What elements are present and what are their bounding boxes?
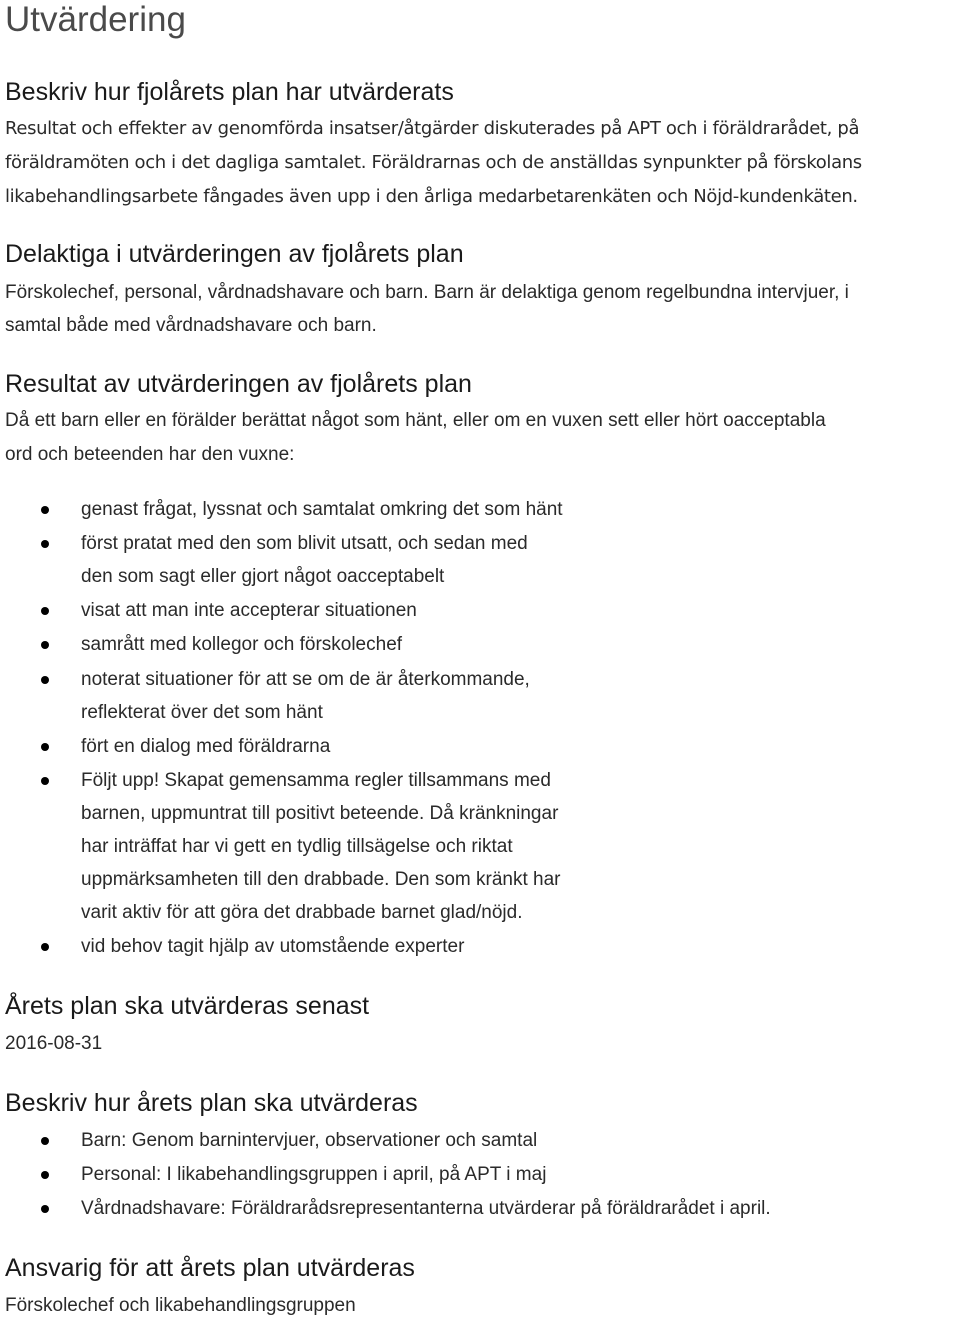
section-heading-results: Resultat av utvärderingen av fjolårets plan [5,370,472,398]
paragraph-line: Resultat och effekter av genomförda insatser/åtgärder diskuterades på APT och i föräldrarådet, på [5,118,860,139]
list-item: samrått med kollegor och förskolechef [81,634,403,655]
bullet-icon [41,943,49,951]
bullet-icon [41,607,49,615]
deadline-date: 2016-08-31 [5,1033,103,1054]
list-item-continuation: varit aktiv för att göra det drabbade barnet glad/nöjd. [81,902,523,923]
list-item: visat att man inte accepterar situationen [81,600,417,621]
bullet-icon [41,506,49,514]
paragraph-line: ord och beteenden har den vuxne: [5,444,295,465]
list-item: Barn: Genom barnintervjuer, observationer och samtal [81,1130,538,1151]
paragraph-line: samtal både med vårdnadshavare och barn. [5,315,377,336]
bullet-icon [41,777,49,785]
section-heading-evaluation-plan: Beskriv hur årets plan ska utvärderas [5,1089,418,1117]
paragraph-line: Då ett barn eller en förälder berättat något som hänt, eller om en vuxen sett eller hört oacceptabla [5,410,826,431]
list-item: fört en dialog med föräldrarna [81,736,331,757]
bullet-icon [41,1137,49,1145]
list-item: noterat situationer för att se om de är återkommande, [81,669,530,690]
section-heading-evaluation-method: Beskriv hur fjolårets plan har utvärderats [5,78,454,106]
list-item-continuation: har inträffat har vi gett en tydlig tillsägelse och riktat [81,836,513,857]
list-item: vid behov tagit hjälp av utomstående experter [81,936,465,957]
bullet-icon [41,1171,49,1179]
page-title: Utvärdering [5,0,186,39]
bullet-icon [41,743,49,751]
paragraph-line: likabehandlingsarbete fångades även upp i den årliga medarbetarenkäten och Nöjd-kundenkäten. [5,186,858,207]
list-item: Följt upp! Skapat gemensamma regler tillsammans med [81,770,551,791]
list-item: först pratat med den som blivit utsatt, och sedan med [81,533,528,554]
list-item-continuation: barnen, uppmuntrat till positivt beteende. Då kränkningar [81,803,559,824]
list-item: genast frågat, lyssnat och samtalat omkring det som hänt [81,499,563,520]
paragraph-line: föräldramöten och i det dagliga samtalet. Föräldrarnas och de anställdas synpunkter på förskolans [5,152,862,173]
bullet-icon [41,1205,49,1213]
list-item-continuation: uppmärksamheten till den drabbade. Den som kränkt har [81,869,561,890]
list-item: Personal: I likabehandlingsgruppen i april, på APT i maj [81,1164,547,1185]
paragraph-line: Förskolechef, personal, vårdnadshavare och barn. Barn är delaktiga genom regelbundna intervjuer, i [5,282,849,303]
responsible-value: Förskolechef och likabehandlingsgruppen [5,1295,356,1316]
section-heading-responsible: Ansvarig för att årets plan utvärderas [5,1254,415,1282]
bullet-icon [41,641,49,649]
section-heading-deadline: Årets plan ska utvärderas senast [5,992,370,1020]
bullet-icon [41,676,49,684]
section-heading-participants: Delaktiga i utvärderingen av fjolårets plan [5,240,464,268]
bullet-icon [41,540,49,548]
list-item-continuation: den som sagt eller gjort något oacceptabelt [81,566,445,587]
list-item: Vårdnadshavare: Föräldrarådsrepresentanterna utvärderar på föräldrarådet i april. [81,1198,771,1219]
list-item-continuation: reflekterat över det som hänt [81,702,323,723]
